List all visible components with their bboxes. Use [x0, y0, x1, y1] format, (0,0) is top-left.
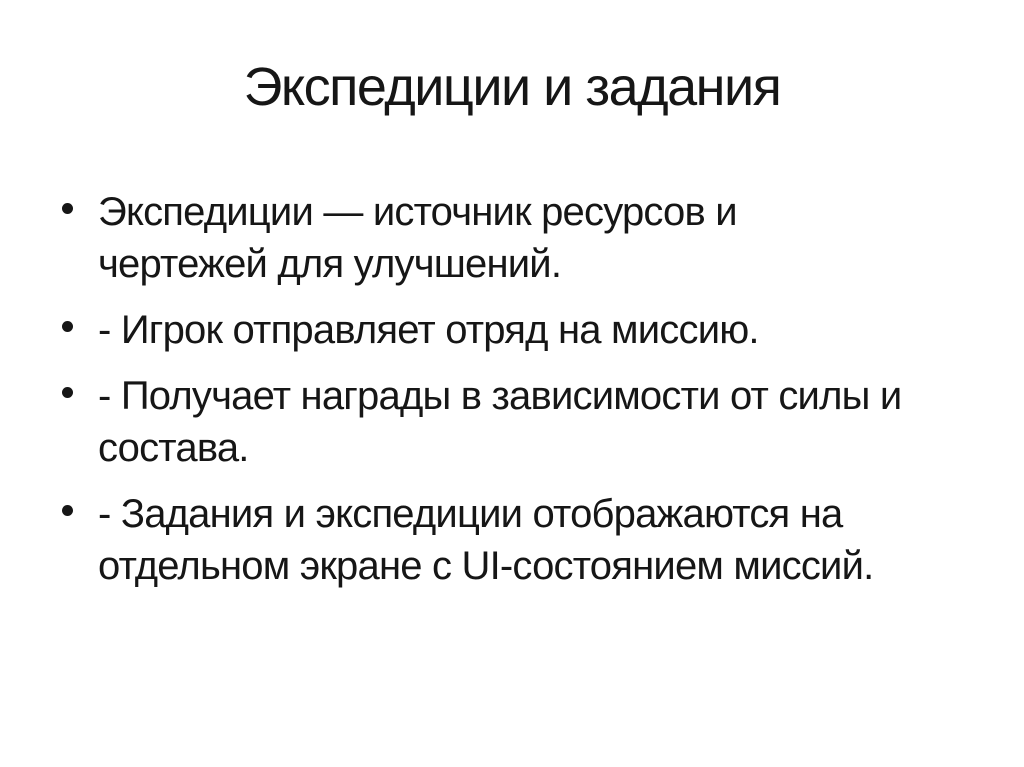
- bullet-line: чертежей для улучшений.: [98, 242, 562, 286]
- bullet-marker-icon: [62, 505, 73, 516]
- bullet-marker-icon: [62, 321, 73, 332]
- slide-title: Экспедиции и задания: [243, 57, 781, 117]
- bullet-marker-icon: [62, 387, 73, 398]
- bullet-line: отдельном экране с UI-состоянием миссий.: [98, 544, 874, 588]
- bullet-line: - Задания и экспедиции отображаются на: [98, 492, 843, 536]
- bullet-line: состава.: [98, 426, 249, 470]
- bullet-list: [62, 186, 992, 606]
- bullet-item: [62, 304, 992, 356]
- bullet-item: [62, 186, 992, 290]
- bullet-item: [62, 370, 992, 474]
- bullet-marker-icon: [62, 203, 73, 214]
- bullet-line: Экспедиции — источник ресурсов и: [98, 190, 737, 234]
- bullet-line: - Игрок отправляет отряд на миссию.: [98, 308, 759, 352]
- bullet-item: [62, 488, 992, 592]
- bullet-line: - Получает награды в зависимости от силы и: [98, 374, 902, 418]
